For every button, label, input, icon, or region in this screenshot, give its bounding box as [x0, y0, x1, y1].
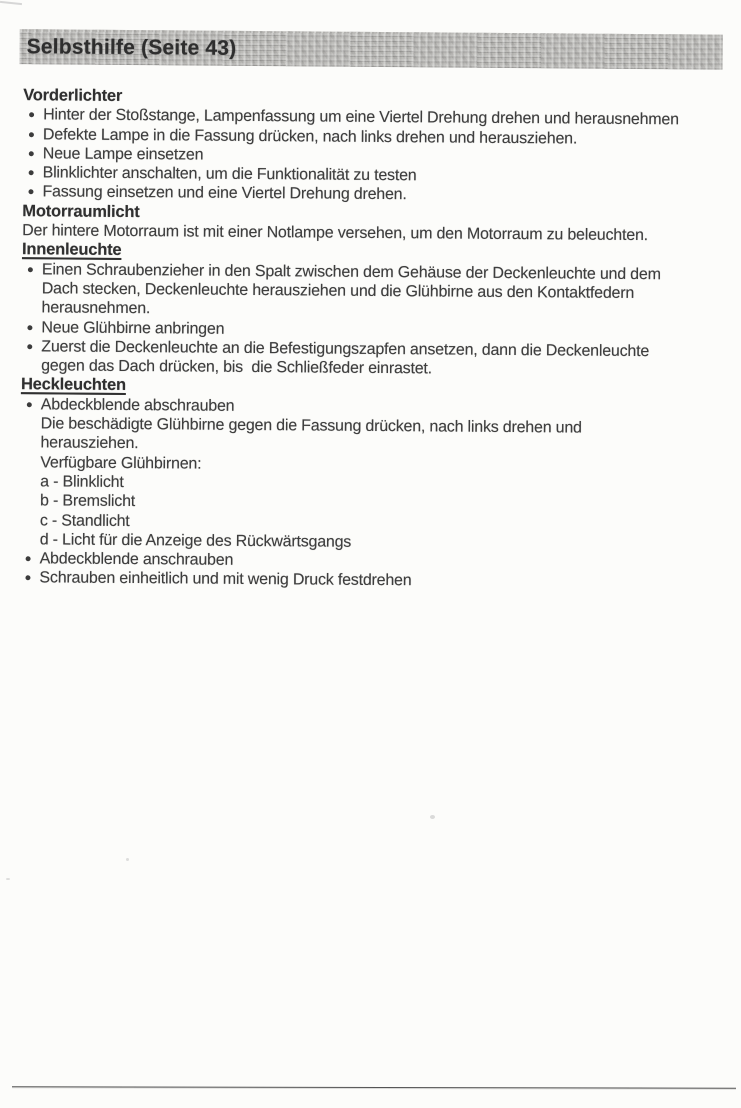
- bullet-item: [22, 260, 722, 323]
- bullet-icon: [29, 151, 34, 156]
- page-title: Selbsthilfe (Seite 43): [26, 34, 237, 60]
- list-heckleuchten: [19, 395, 720, 593]
- list-innenleuchte: [21, 260, 722, 381]
- bullet-icon: [29, 132, 34, 137]
- section-title-bar: [19, 29, 722, 70]
- footer-divider: [12, 1086, 736, 1089]
- heading-heckleuchten: Heckleuchten: [20, 375, 126, 395]
- bullet-subline: Verfügbare Glühbirnen:: [40, 453, 202, 473]
- scan-speck: [126, 858, 129, 861]
- bullet-item: [20, 395, 721, 555]
- bullet-icon: [29, 170, 34, 175]
- heading-vorderlichter: Vorderlichter: [23, 86, 123, 105]
- bullet-icon: [26, 556, 31, 561]
- bullet-subline: d - Licht für die Anzeige des Rückwärtsgangs: [39, 531, 352, 551]
- bullet-text: Abdeckblende abschrauben: [40, 396, 235, 415]
- bullet-text: Zuerst die Deckenleuchte an die Befestigungszapfen ansetzen, dann die Deckenleuchte gegen das Dach drücken, bis die Schließfeder einrastet.: [41, 338, 650, 378]
- bullet-text: Blinklichter anschalten, um die Funktionalität zu testen: [42, 164, 417, 185]
- bullet-text: Neue Lampe einsetzen: [42, 145, 204, 164]
- bullet-text: Abdeckblende anschrauben: [39, 550, 234, 569]
- heading-motorraumlicht: Motorraumlicht: [22, 201, 140, 221]
- bullet-icon: [28, 190, 33, 195]
- bullet-text: Schrauben einheitlich und mit wenig Druck festdrehen: [39, 569, 412, 590]
- bullet-icon: [27, 325, 32, 330]
- page-content: [19, 86, 723, 593]
- heading-innenleuchte: Innenleuchte: [21, 240, 122, 260]
- bullet-icon: [27, 402, 32, 407]
- scan-speck: [430, 815, 435, 819]
- bullet-icon: [25, 576, 30, 581]
- motorraumlicht-text: Der hintere Motorraum ist mit einer Notlampe versehen, um den Motorraum zu beleuchten.: [22, 222, 649, 245]
- bullet-icon: [28, 267, 33, 272]
- bullet-text: Fassung einsetzen und eine Viertel Drehung drehen.: [42, 183, 407, 204]
- bullet-text: Defekte Lampe in die Fassung drücken, nach links drehen und herausziehen.: [42, 125, 578, 148]
- bullet-subline: Die beschädigte Glühbirne gegen die Fassung drücken, nach links drehen und herausziehen.: [40, 415, 582, 453]
- bullet-subline: a - Blinklicht: [40, 473, 124, 491]
- bullet-item: [19, 569, 719, 594]
- scan-speck: [6, 878, 10, 880]
- scan-artifact: [0, 1, 22, 5]
- list-vorderlichter: [22, 105, 723, 207]
- bullet-text: Neue Glühbirne anbringen: [41, 318, 225, 338]
- bullet-text: Hinter der Stoßstange, Lampenfassung um eine Viertel Drehung drehen und herausnehmen: [43, 106, 679, 129]
- bullet-subline: b - Bremslicht: [39, 492, 136, 511]
- bullet-subline: c - Standlicht: [39, 511, 130, 530]
- bullet-icon: [27, 344, 32, 349]
- bullet-text: Einen Schraubenzieher in den Spalt zwischen dem Gehäuse der Deckenleuchte und dem Dach stecken, Deckenleuchte herausziehen und die Glühbirne aus den Kontaktfedern herausnehmen.: [41, 261, 661, 318]
- bullet-icon: [29, 113, 34, 118]
- bullet-item: [21, 337, 721, 381]
